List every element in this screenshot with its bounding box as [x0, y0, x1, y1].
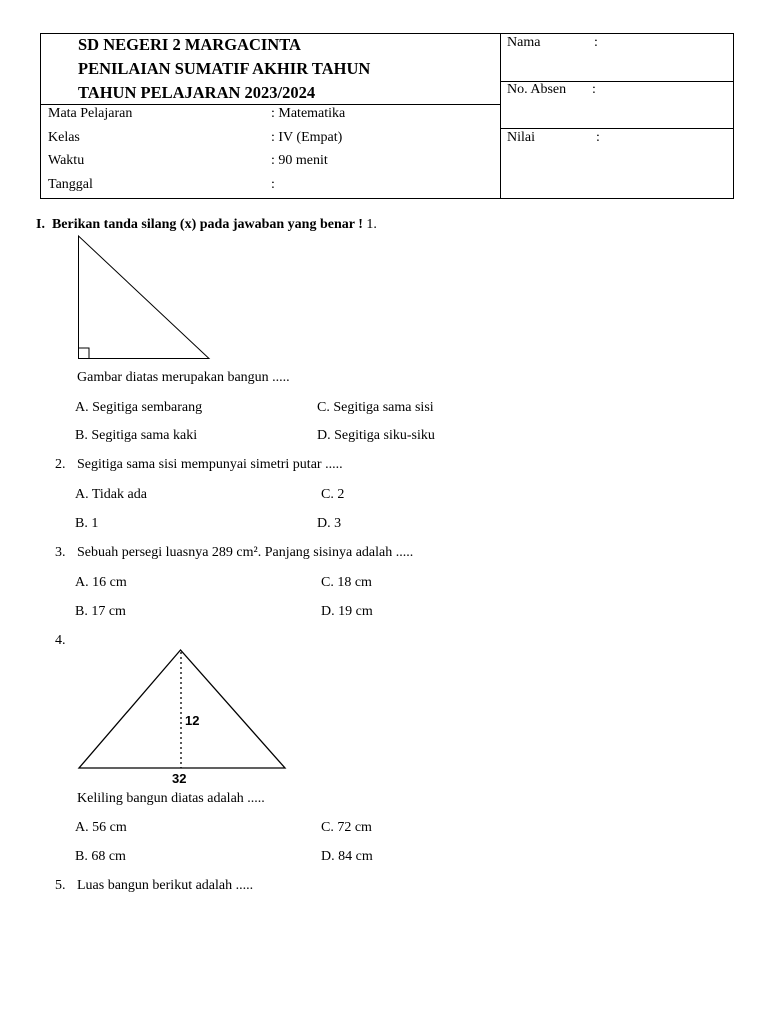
q1-option-c[interactable]: C. Segitiga sama sisi [317, 400, 434, 415]
info-value-date: : [271, 177, 275, 192]
info-label-class: Kelas [48, 130, 80, 145]
question-5-number: 5. [55, 878, 66, 893]
info-value-time: : 90 menit [271, 153, 328, 168]
q4-option-d[interactable]: D. 84 cm [321, 849, 373, 864]
section-number: I. [36, 217, 45, 232]
height-label: 12 [185, 713, 200, 728]
q1-option-b[interactable]: B. Segitiga sama kaki [75, 428, 198, 443]
exam-title: PENILAIAN SUMATIF AKHIR TAHUN [78, 59, 371, 78]
info-label-date: Tanggal [48, 177, 93, 192]
info-label-subject: Mata Pelajaran [48, 106, 133, 121]
q3-option-b[interactable]: B. 17 cm [75, 604, 126, 619]
base-label: 32 [172, 771, 187, 786]
header-divider-left [41, 104, 500, 105]
field-label-nilai: Nilai [507, 130, 535, 145]
question-4-text: Keliling bangun diatas adalah ..... [77, 791, 265, 806]
isosceles-triangle-figure [70, 645, 295, 787]
q4-option-c[interactable]: C. 72 cm [321, 820, 372, 835]
right-angle-marker [79, 348, 90, 359]
isosceles-triangle-shape [79, 650, 285, 768]
q3-option-c[interactable]: C. 18 cm [321, 575, 372, 590]
question-3-text: Sebuah persegi luasnya 289 cm². Panjang sisinya adalah ..... [77, 545, 414, 560]
instruction-text: Berikan tanda silang (x) pada jawaban yang benar ! [51, 217, 363, 232]
question-2-number: 2. [55, 457, 66, 472]
school-name: SD NEGERI 2 MARGACINTA [78, 35, 301, 54]
field-colon-absen: : [592, 82, 596, 97]
q3-option-d[interactable]: D. 19 cm [321, 604, 373, 619]
header-divider-absen [500, 128, 733, 129]
question-2-text: Segitiga sama sisi mempunyai simetri putar ..... [77, 457, 343, 472]
q3-option-a[interactable]: A. 16 cm [75, 575, 127, 590]
right-triangle-shape [79, 236, 210, 359]
section-instruction [36, 217, 377, 233]
q4-option-b[interactable]: B. 68 cm [75, 849, 126, 864]
info-value-class: : IV (Empat) [271, 130, 343, 145]
q2-option-d[interactable]: D. 3 [317, 516, 342, 531]
info-value-subject: : Matematika [271, 106, 346, 121]
header-divider-vertical [500, 34, 501, 198]
question-5-text: Luas bangun berikut adalah ..... [77, 878, 254, 893]
field-colon-nilai: : [596, 130, 600, 145]
right-triangle-figure [70, 232, 220, 364]
q1-option-d[interactable]: D. Segitiga siku-siku [317, 428, 435, 443]
q2-option-a[interactable]: A. Tidak ada [75, 487, 147, 502]
q4-option-a[interactable]: A. 56 cm [75, 820, 127, 835]
info-label-time: Waktu [48, 153, 85, 168]
exam-header [40, 33, 734, 199]
q2-option-b[interactable]: B. 1 [75, 516, 99, 531]
field-colon-nama: : [594, 35, 598, 50]
q2-option-c[interactable]: C. 2 [321, 487, 345, 502]
question-number-1: 1. [366, 217, 377, 232]
field-label-nama: Nama [507, 35, 541, 50]
question-1-text: Gambar diatas merupakan bangun ..... [77, 370, 290, 385]
school-year: TAHUN PELAJARAN 2023/2024 [78, 83, 316, 102]
question-3-number: 3. [55, 545, 66, 560]
q1-option-a[interactable]: A. Segitiga sembarang [75, 400, 203, 415]
field-label-absen: No. Absen [507, 82, 567, 97]
question-4-number: 4. [55, 633, 66, 648]
